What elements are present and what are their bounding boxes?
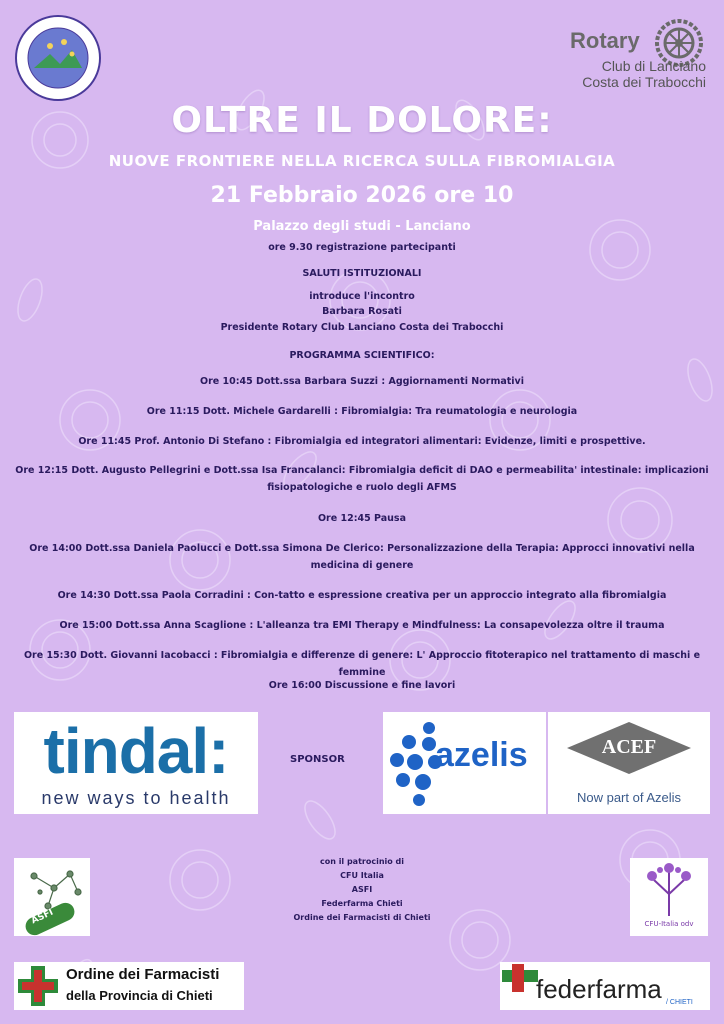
- program-item: Ore 15:30 Dott. Giovanni Iacobacci : Fibromialgia e differenze di genere: L' Approccio fitoterapico nel trattamento di maschi e femmine: [23, 650, 701, 678]
- program-item: Ore 12:45 Pausa: [317, 513, 406, 524]
- federfarma-cross-icon: [502, 964, 538, 992]
- patronage-item: CFU Italia: [340, 871, 384, 880]
- registration-line: ore 9.30 registrazione partecipanti: [268, 242, 456, 253]
- rotary-line-1: Club di Lanciano: [601, 58, 706, 74]
- cfu-logo: [630, 858, 708, 936]
- acef-tagline: Now part of Azelis: [576, 790, 682, 805]
- program-item: Ore 15:00 Dott.ssa Anna Scaglione : L'alleanza tra EMI Therapy e Mindfulness: La consapevolezza oltre il trauma: [59, 620, 665, 631]
- program-item: Ore 14:30 Dott.ssa Paola Corradini : Con-tatto e espressione creativa per un approccio integrato alla fibromialgia: [57, 590, 667, 601]
- consorzio-seal-icon: [14, 14, 102, 102]
- program-item: Ore 11:45 Prof. Antonio Di Stefano : Fibromialgia ed integratori alimentari: Evidenze, limiti e prospettive.: [78, 436, 646, 447]
- tindal-name: tindal:: [43, 715, 229, 787]
- acef-logo: [548, 712, 710, 814]
- tree-icon: [630, 858, 708, 920]
- event-subtitle: NUOVE FRONTIERE NELLA RICERCA SULLA FIBROMIALGIA: [108, 152, 616, 170]
- rotary-logo: [508, 14, 708, 94]
- tindal-tagline: new ways to health: [41, 788, 231, 808]
- program-item: Ore 10:45 Dott.ssa Barbara Suzzi : Aggiornamenti Normativi: [200, 376, 524, 387]
- rotary-line-2: Costa dei Trabocchi: [582, 74, 706, 90]
- consorzio-logo: [14, 14, 102, 102]
- patronage-item: Federfarma Chieti: [321, 899, 403, 908]
- pharmacy-cross-icon: [16, 964, 60, 1008]
- azelis-logo: [383, 712, 546, 814]
- patronage-item: ASFI: [351, 885, 373, 894]
- federfarma-sub: / CHIETI: [666, 999, 693, 1006]
- patronage-item: Ordine dei Farmacisti di Chieti: [293, 913, 431, 922]
- ordine-line-2: della Provincia di Chieti: [66, 988, 213, 1003]
- program-heading: PROGRAMMA SCIENTIFICO:: [289, 350, 435, 361]
- ordine-line-1: Ordine dei Farmacisti: [66, 966, 220, 983]
- asfi-logo: [14, 858, 90, 936]
- introduces-line: introduce l'incontro: [309, 291, 415, 302]
- tindal-logo: [14, 712, 258, 814]
- program-item: Ore 16:00 Discussione e fine lavori: [268, 680, 456, 691]
- ordine-farmacisti-logo: [14, 962, 244, 1010]
- event-date: 21 Febbraio 2026 ore 10: [210, 183, 514, 208]
- role-line: Presidente Rotary Club Lanciano Costa dei Trabocchi: [220, 322, 504, 333]
- patronage-heading: con il patrocinio di: [319, 857, 405, 866]
- event-venue: Palazzo degli studi - Lanciano: [253, 219, 471, 234]
- program-item: Ore 12:15 Dott. Augusto Pellegrini e Dott.ssa Isa Francalanci: Fibromialgia deficit di DAO e permeabilita' intestinale: implicazioni fisiopatologiche e ruolo degli AFMS: [15, 465, 709, 493]
- speaker-line: Barbara Rosati: [322, 306, 402, 317]
- acef-name: ACEF: [601, 736, 657, 758]
- asfi-label: ASFI: [29, 907, 55, 927]
- event-title: OLTRE IL DOLORE:: [171, 100, 553, 141]
- federfarma-name: federfarma: [536, 974, 662, 1004]
- program-item: Ore 11:15 Dott. Michele Gardarelli : Fibromialgia: Tra reumatologia e neurologia: [146, 406, 578, 417]
- federfarma-logo: [500, 962, 710, 1010]
- molecule-icon: [14, 858, 90, 936]
- sponsor-label: SPONSOR: [290, 754, 345, 765]
- program-item: Ore 14:00 Dott.ssa Daniela Paolucci e Dott.ssa Simona De Clerico: Personalizzazione della Terapia: Approcci innovativi nella medicina di genere: [29, 543, 695, 571]
- rotary-name: Rotary: [570, 28, 640, 53]
- cfu-label: CFU-Italia odv: [644, 920, 694, 928]
- greetings-line: SALUTI ISTITUZIONALI: [302, 268, 422, 279]
- azelis-name: azelis: [435, 736, 528, 774]
